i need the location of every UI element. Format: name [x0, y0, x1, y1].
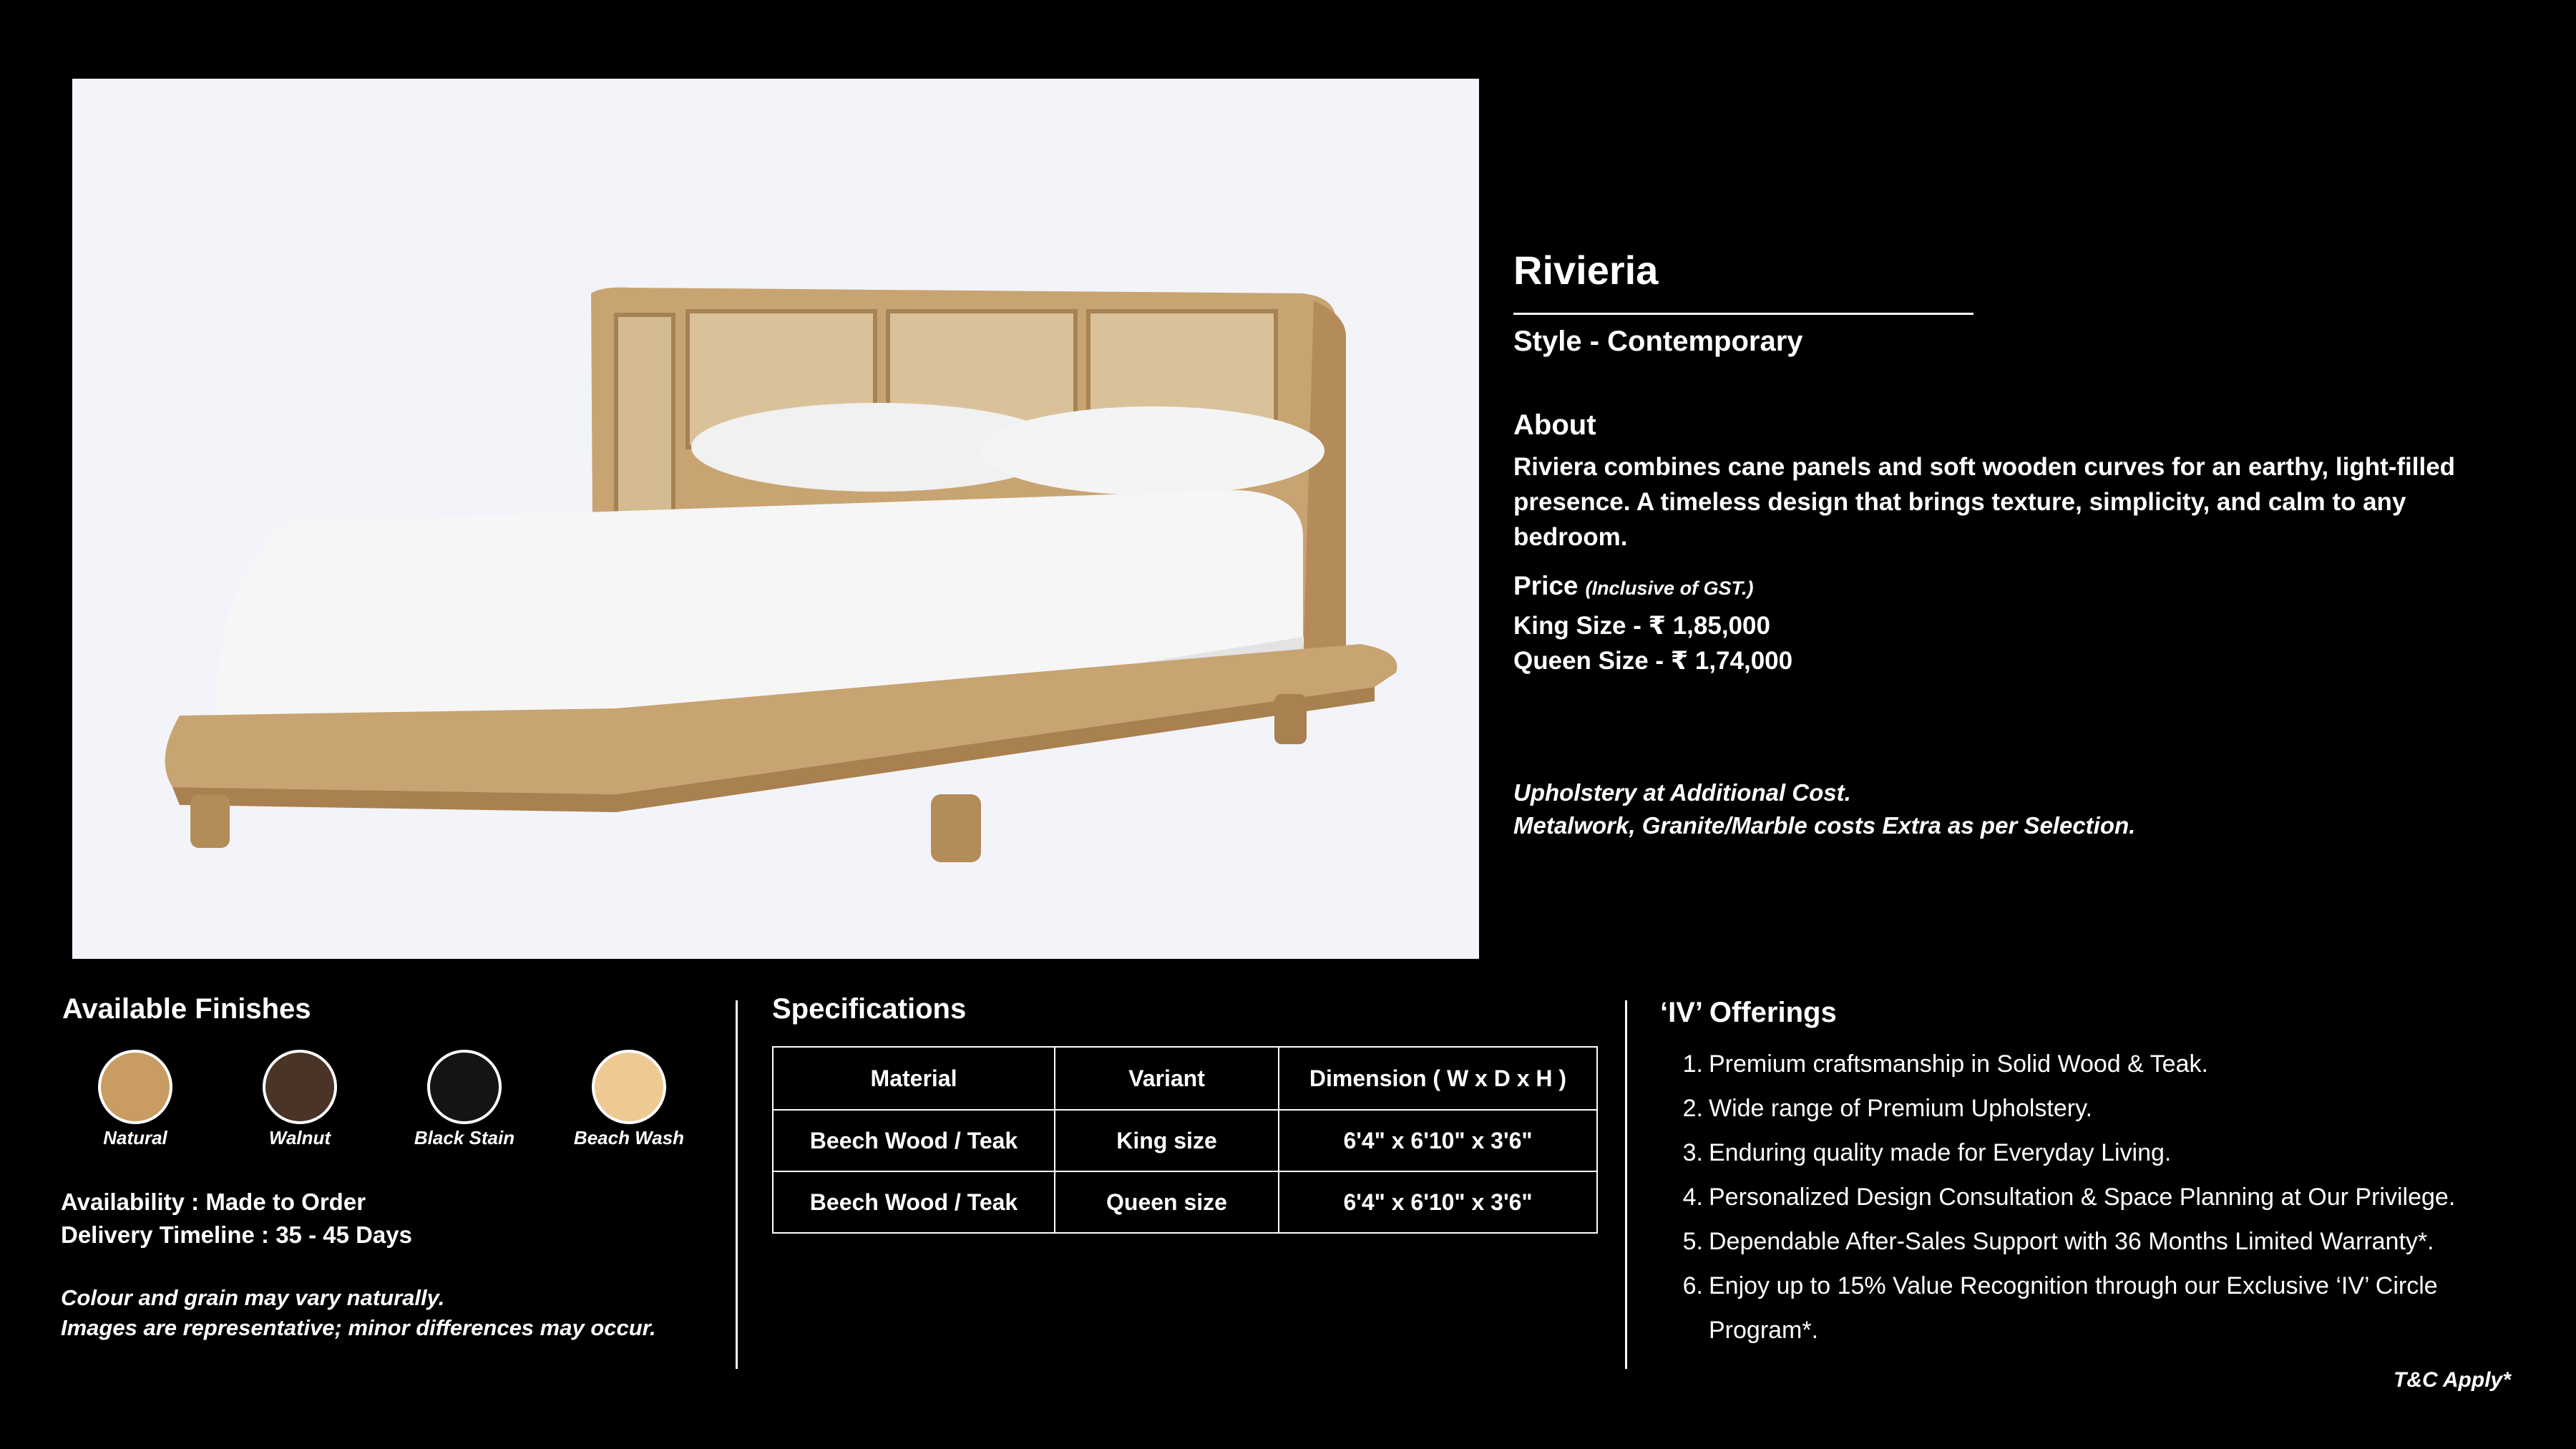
product-style: Style - Contemporary — [1513, 326, 1803, 357]
swatch-walnut[interactable] — [263, 1050, 337, 1124]
swatch-black-stain[interactable] — [427, 1050, 502, 1124]
price-queen: Queen Size - ₹ 1,74,000 — [1513, 647, 1793, 675]
swatch-label-walnut: Walnut — [268, 1127, 331, 1148]
table-row — [773, 1110, 1597, 1171]
upholstery-note: Upholstery at Additional Cost. — [1513, 779, 1851, 806]
swatch-beach-wash[interactable] — [592, 1050, 666, 1124]
divider-left — [736, 1000, 738, 1369]
cell-variant: King size — [1055, 1110, 1279, 1171]
list-item: 3. Enduring quality made for Everyday Living. — [1682, 1139, 2172, 1166]
table-row — [773, 1171, 1597, 1233]
cell-dimension: 6'4" x 6'10" x 3'6" — [1279, 1171, 1597, 1233]
list-item: 5. Dependable After-Sales Support with 36 Months Limited Warranty*. — [1682, 1228, 2434, 1255]
price-king: King Size - ₹ 1,85,000 — [1513, 612, 1770, 640]
product-image — [72, 79, 1479, 959]
product-title: Rivieria — [1513, 248, 1659, 293]
about-heading: About — [1513, 409, 1596, 441]
list-item: 6. Enjoy up to 15% Value Recognition through our Exclusive ‘IV’ Circle Program*. — [1682, 1272, 2438, 1344]
disclaimer-images: Images are representative; minor differences may occur. — [61, 1315, 656, 1340]
availability: Availability : Made to Order — [61, 1189, 366, 1215]
price-note: (Inclusive of GST.) — [1585, 577, 1754, 599]
terms-note: T&C Apply* — [2394, 1368, 2511, 1392]
list-item: 4. Personalized Design Consultation & Space Planning at Our Privilege. — [1682, 1184, 2456, 1211]
list-item: 2. Wide range of Premium Upholstery. — [1682, 1095, 2093, 1122]
about-text: Riviera combines cane panels and soft wooden curves for an earthy, light-filled presence. A timeless design that brings texture, simplicity, and calm to any bedroom. — [1513, 453, 2456, 551]
divider-right — [1625, 1000, 1627, 1369]
swatch-label-beach-wash: Beach Wash — [573, 1127, 685, 1148]
specifications-heading: Specifications — [772, 993, 967, 1025]
offerings-list — [1667, 1042, 2512, 1352]
cell-dimension: 6'4" x 6'10" x 3'6" — [1279, 1110, 1597, 1171]
extra-cost-notes — [1513, 776, 2135, 842]
price-heading — [1513, 571, 1754, 601]
table-header-row — [773, 1047, 1597, 1110]
finishes-heading: Available Finishes — [62, 993, 311, 1025]
col-dimension: Dimension ( W x D x H ) — [1279, 1047, 1597, 1110]
delivery-timeline: Delivery Timeline : 35 - 45 Days — [61, 1221, 412, 1248]
cell-variant: Queen size — [1055, 1171, 1279, 1233]
disclaimer-colour: Colour and grain may vary naturally. — [61, 1285, 445, 1310]
extras-note: Metalwork, Granite/Marble costs Extra as per Selection. — [1513, 812, 2136, 839]
disclaimer — [61, 1283, 656, 1343]
title-underline — [1513, 313, 1974, 315]
swatch-natural[interactable] — [98, 1050, 172, 1124]
specifications-table — [772, 1046, 1598, 1234]
cell-material: Beech Wood / Teak — [773, 1171, 1055, 1233]
col-material: Material — [773, 1047, 1055, 1110]
offerings-heading: ‘IV’ Offerings — [1660, 997, 1837, 1028]
availability-info — [61, 1186, 412, 1252]
price-heading-label: Price — [1513, 571, 1579, 600]
swatch-label-black-stain: Black Stain — [414, 1127, 515, 1148]
bed-illustration — [72, 79, 1479, 959]
col-variant: Variant — [1055, 1047, 1279, 1110]
cell-material: Beech Wood / Teak — [773, 1110, 1055, 1171]
swatch-label-natural: Natural — [103, 1127, 167, 1148]
list-item: 1. Premium craftsmanship in Solid Wood & Teak. — [1682, 1050, 2208, 1078]
